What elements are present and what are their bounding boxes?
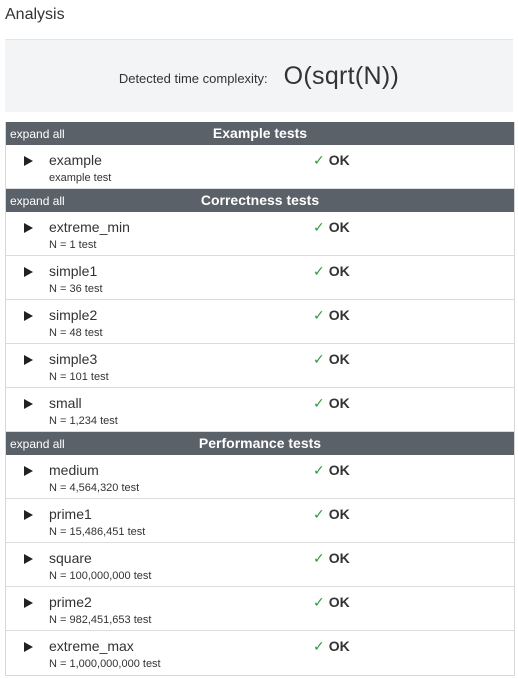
test-description: N = 15,486,451 test (49, 526, 146, 538)
check-icon: ✓ (313, 506, 325, 522)
status-text: OK (328, 307, 350, 323)
group-header (6, 189, 514, 212)
test-name: prime1 (49, 506, 92, 522)
test-row[interactable] (6, 300, 514, 344)
status-text: OK (328, 638, 350, 654)
test-status (313, 263, 350, 280)
test-row[interactable] (6, 388, 514, 432)
test-description: N = 982,451,653 test (49, 614, 152, 626)
test-row[interactable] (6, 499, 514, 543)
check-icon: ✓ (313, 307, 325, 323)
expand-arrow-icon[interactable] (24, 554, 33, 564)
test-row[interactable] (6, 212, 514, 256)
test-description: N = 4,564,320 test (49, 482, 140, 494)
test-status (313, 351, 350, 368)
tests-table (5, 122, 515, 676)
expand-arrow-icon[interactable] (24, 311, 33, 321)
check-icon: ✓ (313, 263, 325, 279)
page-title: Analysis (5, 6, 65, 23)
complexity-summary (5, 39, 513, 112)
test-status (313, 395, 350, 412)
test-name: extreme_max (49, 638, 134, 654)
status-text: OK (328, 506, 350, 522)
status-text: OK (328, 219, 350, 235)
test-row[interactable] (6, 145, 514, 189)
test-name: prime2 (49, 594, 92, 610)
test-row[interactable] (6, 631, 514, 675)
test-status (313, 638, 350, 655)
test-description: N = 48 test (49, 327, 103, 339)
test-row[interactable] (6, 455, 514, 499)
test-row[interactable] (6, 543, 514, 587)
test-status (313, 506, 350, 523)
test-name: medium (49, 462, 99, 478)
status-text: OK (328, 462, 350, 478)
test-description: N = 1,000,000,000 test (49, 658, 161, 670)
group-title: Example tests (212, 125, 308, 141)
complexity-label: Detected time complexity: (118, 70, 268, 86)
test-description: N = 101 test (49, 371, 109, 383)
group-title: Performance tests (198, 435, 322, 451)
status-text: OK (328, 152, 350, 168)
test-status (313, 307, 350, 324)
group-header (6, 122, 514, 145)
check-icon: ✓ (313, 638, 325, 654)
expand-all-link[interactable]: expand all (10, 194, 65, 208)
check-icon: ✓ (313, 550, 325, 566)
expand-arrow-icon[interactable] (24, 355, 33, 365)
check-icon: ✓ (313, 351, 325, 367)
test-name: small (49, 395, 82, 411)
expand-all-link[interactable]: expand all (10, 437, 65, 451)
group-title: Correctness tests (200, 192, 320, 208)
check-icon: ✓ (313, 594, 325, 610)
expand-arrow-icon[interactable] (24, 156, 33, 166)
test-name: square (49, 550, 92, 566)
check-icon: ✓ (313, 462, 325, 478)
test-name: example (49, 152, 102, 168)
test-name: simple3 (49, 351, 98, 367)
complexity-value: O(sqrt(N)) (283, 61, 400, 90)
expand-arrow-icon[interactable] (24, 466, 33, 476)
expand-arrow-icon[interactable] (24, 642, 33, 652)
expand-arrow-icon[interactable] (24, 267, 33, 277)
test-description: N = 100,000,000 test (49, 570, 152, 582)
check-icon: ✓ (313, 152, 325, 168)
group-header (6, 432, 514, 455)
test-description: N = 1,234 test (49, 415, 118, 427)
test-status (313, 550, 350, 567)
expand-arrow-icon[interactable] (24, 598, 33, 608)
status-text: OK (328, 395, 350, 411)
test-description: example test (49, 172, 112, 184)
expand-arrow-icon[interactable] (24, 223, 33, 233)
test-status (313, 462, 350, 479)
check-icon: ✓ (313, 219, 325, 235)
expand-arrow-icon[interactable] (24, 510, 33, 520)
check-icon: ✓ (313, 395, 325, 411)
test-name: simple2 (49, 307, 98, 323)
test-row[interactable] (6, 587, 514, 631)
status-text: OK (328, 594, 350, 610)
test-status (313, 219, 350, 236)
expand-arrow-icon[interactable] (24, 399, 33, 409)
test-description: N = 1 test (49, 239, 97, 251)
test-name: extreme_min (49, 219, 130, 235)
status-text: OK (328, 263, 350, 279)
status-text: OK (328, 351, 350, 367)
test-description: N = 36 test (49, 283, 103, 295)
test-name: simple1 (49, 263, 98, 279)
expand-all-link[interactable]: expand all (10, 127, 65, 141)
test-status (313, 594, 350, 611)
test-row[interactable] (6, 256, 514, 300)
test-row[interactable] (6, 344, 514, 388)
test-status (313, 152, 350, 169)
status-text: OK (328, 550, 350, 566)
